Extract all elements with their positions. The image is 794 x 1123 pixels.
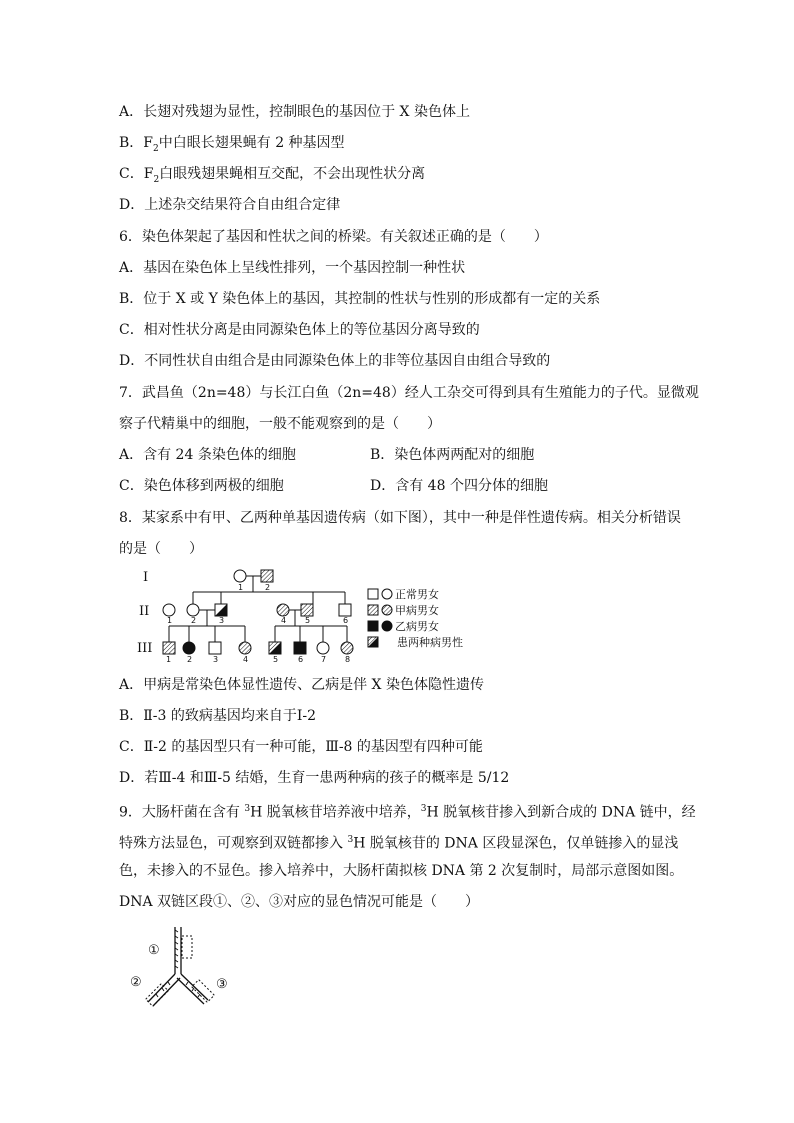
q9-stem-line1 (119, 799, 696, 823)
q8-option-a: A．甲病是常染色体显性遗传、乙病是伴 X 染色体隐性遗传 (119, 677, 484, 693)
gen3-1-male-disease-a (163, 642, 175, 654)
q5-b-text: B．F (119, 135, 154, 151)
legend-disease-b: 乙病男女 (395, 620, 439, 633)
q5-b-subscript: 2 (153, 143, 159, 154)
pedigree-chart (135, 564, 495, 664)
q7-options-row1 (119, 445, 296, 465)
q5-c-text-rest: 白眼残翅果蝇相互交配，不会出现性状分离 (159, 166, 426, 182)
q7-option-c: C．染色体移到两极的细胞 (119, 478, 284, 494)
q6-option-c: C．相对性状分离是由同源染色体上的等位基因分离导致的 (119, 322, 480, 338)
gen3-6-male-disease-b (294, 642, 306, 654)
q6-option-b: B．位于 X 或 Y 染色体上的基因，其控制的性状与性别的形成都有一定的关系 (119, 291, 601, 307)
gen2-4-female-disease-a (277, 604, 289, 616)
gen-label-2: II (139, 604, 150, 619)
gen3-7-female-normal (317, 642, 329, 654)
q9-sup-1: 3 (244, 804, 251, 814)
gen2-num-3: 3 (219, 616, 225, 625)
dna-replication-figure (128, 922, 248, 1017)
q7-option-b: B．染色体两两配对的细胞 (370, 447, 535, 463)
legend-normal: 正常男女 (395, 588, 439, 601)
q8-option-d: D．若Ⅲ-4 和Ⅲ-5 结婚，生育一患两种病的孩子的概率是 5/12 (119, 770, 510, 786)
q9-stem-line2 (119, 830, 678, 854)
gen3-4-female-disease-a (239, 642, 251, 654)
gen3-num-4: 4 (243, 655, 249, 664)
q5-c-subscript: 2 (153, 174, 160, 185)
gen3-num-8: 8 (345, 655, 351, 664)
q5-option-a: A．长翅对残翅为显性，控制眼色的基因位于 X 染色体上 (119, 104, 470, 120)
q5-option-d: D．上述杂交结果符合自由组合定律 (119, 197, 341, 213)
q9-l1-a: 9．大肠杆菌在含有 (119, 804, 245, 821)
q9-stem-line4: DNA 双链区段①、②、③对应的显色情况可能是（ ） (119, 894, 480, 910)
q7-option-d: D．含有 48 个四分体的细胞 (370, 478, 548, 494)
q5-c-text: C．F (119, 166, 154, 182)
q9-sup-3: 3 (347, 835, 354, 845)
q8-option-b: B．Ⅱ-3 的致病基因均来自于Ⅰ-2 (119, 708, 317, 724)
segment-label-3: ③ (216, 977, 228, 992)
gen2-6-male-normal (339, 604, 351, 616)
gen1-num-1: 1 (238, 583, 244, 592)
q7-option-a: A．含有 24 条染色体的细胞 (119, 447, 296, 463)
gen3-num-6: 6 (298, 655, 304, 664)
q6-option-a: A．基因在染色体上呈线性排列，一个基因控制一种性状 (119, 260, 466, 276)
gen2-num-2: 2 (191, 616, 197, 625)
q9-l1-c: H 脱氧核苷掺入到新合成的 DNA 链中，经 (426, 804, 696, 821)
gen2-num-5: 5 (305, 616, 311, 625)
q9-l2-a: 特殊方法显色，可观察到双链都掺入 (119, 835, 348, 852)
q9-l2-b: H 脱氧核苷的 DNA 区段显深色，仅单链掺入的显浅 (353, 835, 679, 852)
q9-stem-line3: 色，未掺入的不显色。掺入培养中，大肠杆菌拟核 DNA 第 2 次复制时，局部示意图如图。 (119, 863, 684, 879)
segment-label-2: ② (130, 975, 142, 990)
gen2-1-female-normal (163, 604, 175, 616)
gen1-male-disease-a (261, 570, 273, 582)
gen3-2-female-disease-b (183, 642, 195, 654)
q5-b-text-rest: 中白眼长翅果蝇有 2 种基因型 (158, 135, 345, 151)
q6-option-d: D．不同性状自由组合是由同源染色体上的非等位基因自由组合导致的 (119, 353, 551, 369)
gen3-num-1: 1 (166, 655, 172, 664)
q9-sup-2: 3 (420, 804, 427, 814)
gen3-num-5: 5 (273, 655, 279, 664)
gen3-num-2: 2 (187, 655, 193, 664)
gen2-num-4: 4 (281, 616, 287, 625)
legend-disease-a: 甲病男女 (395, 604, 439, 617)
gen3-3-male-normal (209, 642, 221, 654)
gen1-female-normal (234, 570, 246, 582)
gen3-num-3: 3 (213, 655, 219, 664)
segment-label-1: ① (148, 943, 160, 958)
gen2-2-female-normal (187, 604, 199, 616)
q5-option-b (119, 133, 345, 159)
gen-label-1: I (143, 570, 149, 585)
q9-l1-b: H 脱氧核苷培养液中培养， (250, 804, 421, 821)
legend-both: 患两种病男性 (397, 636, 463, 649)
q5-option-c (119, 164, 425, 190)
gen2-num-6: 6 (343, 616, 349, 625)
q8-stem-line2: 的是（ ） (119, 541, 203, 557)
q8-option-c: C．Ⅱ-2 的基因型只有一种可能，Ⅲ-8 的基因型有四种可能 (119, 739, 483, 755)
q7-stem-line1: 7．武昌鱼（2n=48）与长江白鱼（2n=48）经人工杂交可得到具有生殖能力的子代。显微观 (119, 385, 699, 401)
gen-label-3: III (137, 641, 153, 656)
pedigree-legend (368, 587, 463, 649)
q8-stem-line1: 8．某家系中有甲、乙两种单基因遗传病（如下图），其中一种是伴性遗传病。相关分析错误 (119, 510, 681, 526)
q7-options-row2 (119, 476, 284, 496)
q6-stem: 6．染色体架起了基因和性状之间的桥梁。有关叙述正确的是（ ） (119, 229, 548, 245)
gen2-num-1: 1 (167, 616, 173, 625)
gen3-8-female-disease-a (341, 642, 353, 654)
gen3-num-7: 7 (321, 655, 327, 664)
gen2-5-male-disease-a (301, 604, 313, 616)
gen1-num-2: 2 (265, 583, 271, 592)
q7-stem-line2: 察子代精巢中的细胞，一般不能观察到的是（ ） (119, 416, 441, 432)
